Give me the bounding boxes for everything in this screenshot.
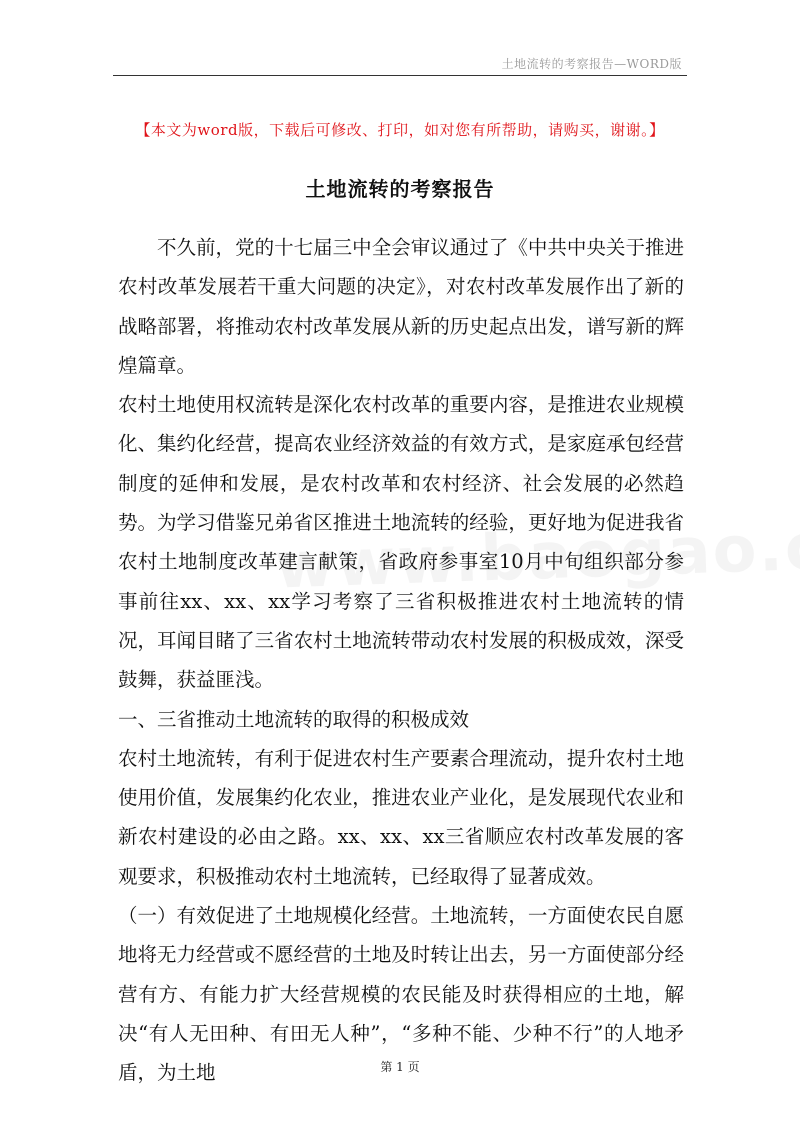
running-header: 土地流转的考察报告—WORD版: [501, 57, 682, 71]
paragraph-background: 农村土地使用权流转是深化农村改革的重要内容，是推进农业规模化、集约化经营，提高农业经济效益的有效方式，是家庭承包经营制度的延伸和发展，是农村改革和农村经济、社会发展的必然趋势。为学习借鉴兄弟省区推进土地流转的经验，更好地为促进我省农村土地制度改革建言献策，省政府参事室10月中旬组织部分参事前往xx、xx、xx学习考察了三省积极推进农村土地流转的情况，耳闻目睹了三省农村土地流转带动农村发展的积极成效，深受鼓舞，获益匪浅。: [118, 393, 684, 692]
section-heading: 一、三省推动土地流转的取得的积极成效: [118, 707, 470, 731]
paragraph-section-intro: 农村土地流转，有利于促进农村生产要素合理流动，提升农村土地使用价值，发展集约化农业，推进农业产业化，是发展现代农业和新农村建设的必由之路。xx、xx、xx三省顺应农村改革发展的客观要求，积极推动农村土地流转，已经取得了显著成效。: [118, 746, 684, 888]
page-number: 第 1 页: [380, 1060, 420, 1074]
paragraph-intro: 不久前，党的十七届三中全会审议通过了《中共中央关于推进农村改革发展若干重大问题的决定》，对农村改革发展作出了新的战略部署，将推动农村改革发展从新的历史起点出发，谱写新的辉煌篇章。: [118, 236, 684, 377]
paragraph-subsection-1: （一）有效促进了土地规模化经营。土地流转，一方面使农民自愿地将无力经营或不愿经营的土地及时转让出去，另一方面使部分经营有方、有能力扩大经营规模的农民能及时获得相应的土地，解决“有人无田种、有田无人种”，“多种不能、少种不行”的人地矛盾，为土地: [118, 904, 684, 1085]
header-divider: [113, 75, 687, 76]
purchase-notice: 【本文为word版，下载后可修改、打印，如对您有所帮助，请购买，谢谢。】: [135, 121, 665, 139]
document-title: 土地流转的考察报告: [305, 177, 495, 201]
document-body: [118, 228, 684, 1093]
